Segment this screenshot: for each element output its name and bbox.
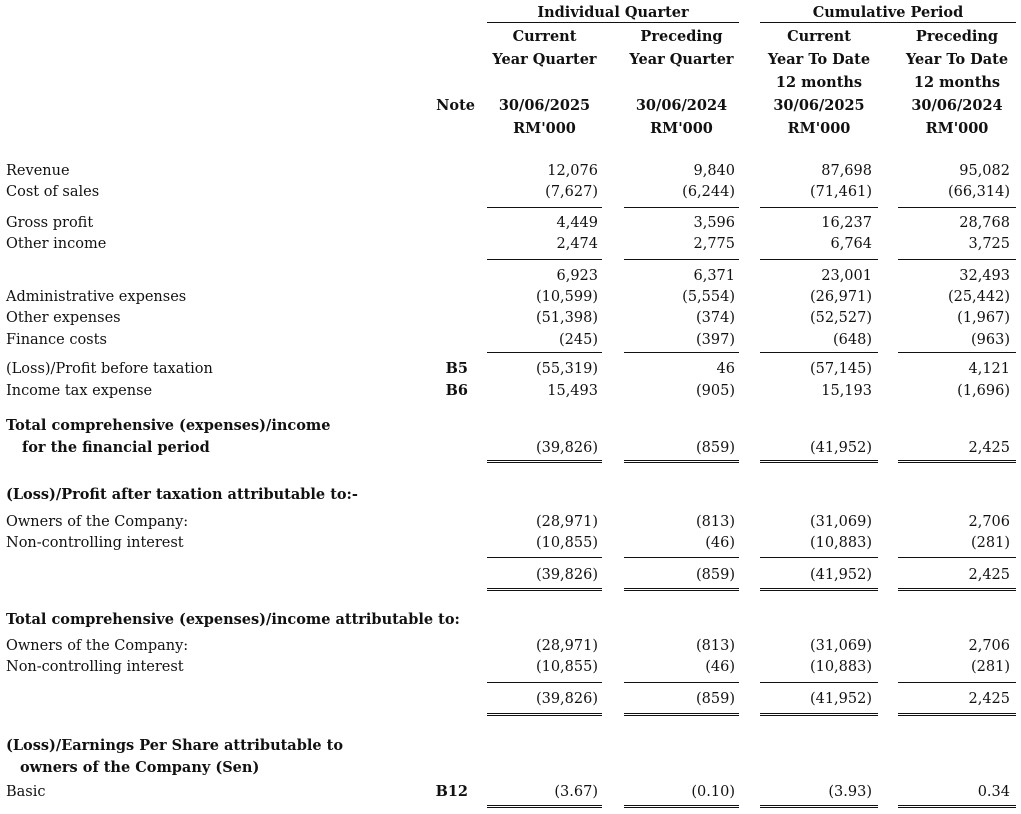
row-label: Administrative expenses [6, 289, 187, 305]
row-label: Other expenses [6, 310, 121, 326]
row-label: Total comprehensive (expenses)/income attributable to: [6, 611, 460, 628]
value-cell: 15,493 [547, 383, 598, 399]
underline [624, 207, 739, 208]
value-cell: 2,706 [968, 514, 1010, 530]
col-header-line1: Preceding [915, 28, 999, 45]
value-cell: (3.67) [554, 784, 598, 800]
underline [487, 259, 602, 260]
value-cell: (1,967) [957, 310, 1010, 326]
row-label: (Loss)/Earnings Per Share attributable to [6, 737, 343, 754]
value-cell: 2,474 [556, 236, 598, 252]
value-cell: (6,244) [682, 184, 735, 200]
row-note: B12 [435, 783, 468, 800]
row-label: (Loss)/Profit before taxation [6, 361, 213, 377]
value-cell: (859) [696, 440, 735, 456]
underline [898, 352, 1016, 353]
value-cell: 87,698 [821, 163, 872, 179]
underline [624, 352, 739, 353]
underline [898, 807, 1016, 808]
col-header-line1: Current [512, 28, 577, 45]
value-cell: (66,314) [947, 184, 1010, 200]
value-cell: 15,193 [821, 383, 872, 399]
value-cell: (41,952) [809, 440, 872, 456]
value-cell: (813) [696, 514, 735, 530]
row-label: Other income [6, 236, 107, 252]
underline [898, 713, 1016, 714]
value-cell: (10,599) [535, 289, 598, 305]
value-cell: (245) [559, 332, 598, 348]
underline [760, 557, 878, 558]
underline [760, 259, 878, 260]
value-cell: (10,855) [535, 659, 598, 675]
underline [898, 462, 1016, 463]
underline [624, 462, 739, 463]
underline [760, 682, 878, 683]
underline [624, 557, 739, 558]
underline [487, 715, 602, 716]
value-cell: (374) [696, 310, 735, 326]
col-header-unit: RM'000 [650, 120, 713, 137]
value-cell: 95,082 [959, 163, 1010, 179]
value-cell: (0.10) [691, 784, 735, 800]
row-label: Non-controlling interest [6, 535, 184, 551]
value-cell: (859) [696, 691, 735, 707]
underline [487, 462, 602, 463]
value-cell: (31,069) [809, 638, 872, 654]
value-cell: (963) [971, 332, 1010, 348]
note-header: Note [436, 97, 475, 114]
col-header-date: 30/06/2025 [773, 97, 865, 114]
group-header-cumulative: Cumulative Period [812, 4, 964, 21]
value-cell: (46) [705, 659, 735, 675]
underline [624, 460, 739, 461]
underline [760, 713, 878, 714]
underline [624, 713, 739, 714]
underline [760, 207, 878, 208]
col-header-unit: RM'000 [787, 120, 851, 137]
value-cell: 28,768 [959, 215, 1010, 231]
row-label: owners of the Company (Sen) [20, 759, 260, 776]
value-cell: (397) [696, 332, 735, 348]
value-cell: 2,706 [968, 638, 1010, 654]
underline [624, 259, 739, 260]
value-cell: 6,371 [693, 268, 735, 284]
underline [898, 460, 1016, 461]
col-header-date: 30/06/2024 [635, 97, 728, 114]
underline [487, 682, 602, 683]
underline [898, 590, 1016, 591]
underline [760, 807, 878, 808]
col-header-unit: RM'000 [925, 120, 989, 137]
value-cell: (7,627) [545, 184, 598, 200]
value-cell: (10,855) [535, 535, 598, 551]
value-cell: 12,076 [547, 163, 598, 179]
value-cell: (39,826) [535, 691, 598, 707]
value-cell: (41,952) [809, 691, 872, 707]
underline [487, 805, 602, 806]
underline [898, 588, 1016, 589]
row-label: Income tax expense [6, 383, 153, 399]
underline [760, 588, 878, 589]
row-label: Non-controlling interest [6, 659, 184, 675]
value-cell: (41,952) [809, 567, 872, 583]
underline [898, 805, 1016, 806]
value-cell: (10,883) [809, 659, 872, 675]
underline [487, 207, 602, 208]
underline [898, 207, 1016, 208]
value-cell: (57,145) [809, 361, 872, 377]
value-cell: (859) [696, 567, 735, 583]
row-label: Gross profit [6, 215, 94, 231]
col-header-line3: 12 months [913, 74, 1001, 91]
value-cell: (10,883) [809, 535, 872, 551]
value-cell: 4,121 [968, 361, 1010, 377]
value-cell: (31,069) [809, 514, 872, 530]
value-cell: 2,775 [693, 236, 735, 252]
underline [760, 460, 878, 461]
value-cell: 32,493 [959, 268, 1010, 284]
underline [487, 588, 602, 589]
underline [487, 590, 602, 591]
value-cell: (51,398) [535, 310, 598, 326]
value-cell: (46) [705, 535, 735, 551]
row-label: Basic [6, 784, 46, 800]
row-label: for the financial period [22, 439, 210, 456]
underline [624, 715, 739, 716]
row-label: Finance costs [6, 332, 107, 348]
col-header-line1: Preceding [640, 28, 723, 45]
value-cell: (281) [971, 535, 1010, 551]
row-label: (Loss)/Profit after taxation attributable to:- [6, 486, 358, 503]
col-header-date: 30/06/2025 [498, 97, 591, 114]
value-cell: (55,319) [535, 361, 598, 377]
value-cell: 6,923 [556, 268, 598, 284]
value-cell: 46 [716, 361, 735, 377]
value-cell: (28,971) [535, 638, 598, 654]
underline [487, 713, 602, 714]
value-cell: 0.34 [977, 784, 1010, 800]
underline [898, 259, 1016, 260]
divider [760, 22, 1016, 23]
value-cell: (281) [971, 659, 1010, 675]
value-cell: (5,554) [682, 289, 735, 305]
underline [760, 805, 878, 806]
value-cell: 23,001 [821, 268, 872, 284]
value-cell: (28,971) [535, 514, 598, 530]
row-note: B5 [445, 360, 468, 377]
underline [898, 682, 1016, 683]
underline [898, 557, 1016, 558]
value-cell: (905) [696, 383, 735, 399]
value-cell: (1,696) [957, 383, 1010, 399]
value-cell: 16,237 [821, 215, 872, 231]
value-cell: (648) [833, 332, 872, 348]
row-label: Cost of sales [6, 184, 100, 200]
value-cell: 3,725 [968, 236, 1010, 252]
col-header-line1: Current [787, 28, 851, 45]
col-header-unit: RM'000 [513, 120, 576, 137]
col-header-line2: Year Quarter [492, 51, 597, 68]
col-header-line2: Year To Date [905, 51, 1009, 68]
underline [624, 588, 739, 589]
underline [624, 590, 739, 591]
underline [760, 352, 878, 353]
value-cell: (3.93) [828, 784, 872, 800]
row-label: Owners of the Company: [6, 514, 189, 530]
underline [760, 590, 878, 591]
value-cell: (39,826) [535, 440, 598, 456]
underline [487, 807, 602, 808]
value-cell: 4,449 [556, 215, 598, 231]
underline [760, 715, 878, 716]
underline [487, 460, 602, 461]
underline [624, 682, 739, 683]
divider [487, 22, 739, 23]
value-cell: 2,425 [968, 691, 1010, 707]
row-label: Owners of the Company: [6, 638, 189, 654]
value-cell: (813) [696, 638, 735, 654]
underline [624, 807, 739, 808]
row-label: Total comprehensive (expenses)/income [6, 417, 331, 434]
group-header-individual: Individual Quarter [537, 4, 689, 21]
value-cell: 2,425 [968, 440, 1010, 456]
value-cell: 3,596 [693, 215, 735, 231]
value-cell: (39,826) [535, 567, 598, 583]
value-cell: 2,425 [968, 567, 1010, 583]
row-note: B6 [445, 382, 468, 399]
value-cell: (71,461) [809, 184, 872, 200]
underline [898, 715, 1016, 716]
underline [487, 557, 602, 558]
value-cell: (26,971) [809, 289, 872, 305]
underline [624, 805, 739, 806]
value-cell: 6,764 [830, 236, 872, 252]
col-header-line2: Year Quarter [629, 51, 734, 68]
col-header-line2: Year To Date [767, 51, 871, 68]
underline [487, 352, 602, 353]
underline [760, 462, 878, 463]
value-cell: 9,840 [693, 163, 735, 179]
row-label: Revenue [6, 163, 70, 179]
col-header-line3: 12 months [775, 74, 863, 91]
col-header-date: 30/06/2024 [911, 97, 1003, 114]
value-cell: (52,527) [809, 310, 872, 326]
value-cell: (25,442) [947, 289, 1010, 305]
